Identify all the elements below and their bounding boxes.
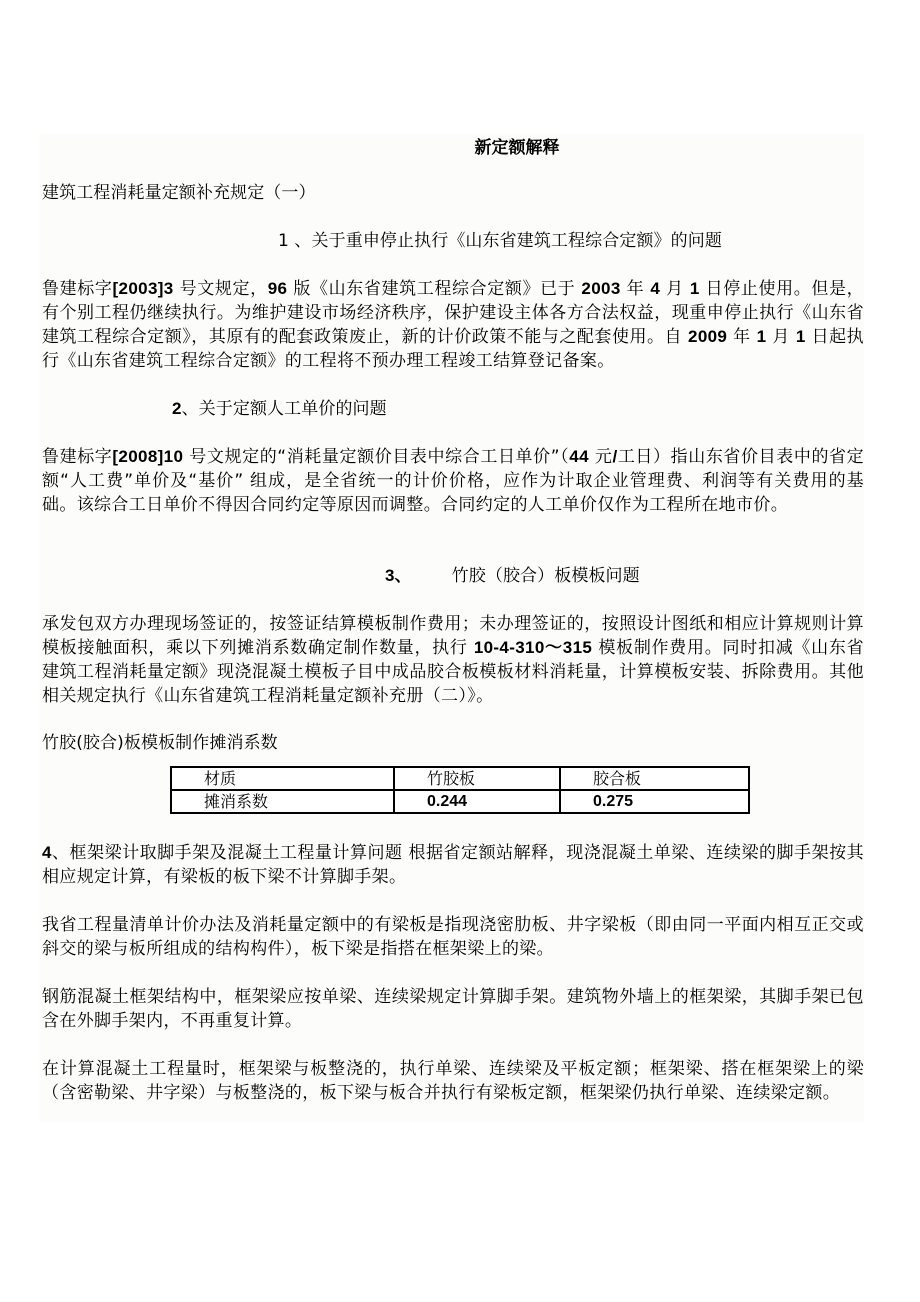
document-title: 新定额解释 [474,138,560,158]
text-run: 月 [766,327,796,347]
bold-text-run: 44 [569,447,589,466]
bold-text-run: [2003]3 [112,279,174,298]
section-3-heading-number: 3、 [385,566,412,585]
section-3-heading-text: 竹胶（胶合）板模板问题 [451,566,640,586]
bold-text-run: 2009 [688,327,728,346]
table-cell: 胶合板 [560,767,749,790]
section-2-paragraph [42,445,864,517]
bold-text-run: 1 [689,279,700,298]
text-run: 版《山东省建筑工程综合定额》已于 [287,279,582,299]
section-2-heading [172,397,772,421]
table-header-row [171,767,749,790]
bold-text-run: 96 [267,279,288,298]
text-run: 鲁建标字 [42,279,113,299]
text-run: 年 [727,327,757,347]
document-subtitle: 建筑工程消耗量定额补充规定（一） [42,183,316,203]
section-4-paragraph-3: 钢筋混凝土框架结构中，框架梁应按单梁、连续梁规定计算脚手架。建筑物外墙上的框架梁，其脚手架已包含在外脚手架内，不再重复计算。 [42,987,864,1031]
section-3-heading [385,564,865,588]
text-run: 号文规定， [173,279,268,299]
text-run: 工日）指山东省价目表中的省定额“人工费”单价及“基价” 组成，是全省统一的计价价格，应作为计取企业管理费、利润等有关费用的基础。该综合工日单价不得因合同约定等原因而调整。合同约定的人工单价仅作为工程所在地市价。 [42,447,864,515]
section-2-heading-text: 、关于定额人工单价的问题 [181,399,387,419]
table-cell: 竹胶板 [394,767,560,790]
table-row [171,790,749,813]
text-run: 号文规定的“消耗量定额价目表中综合工日单价”（ [183,447,570,467]
text-run: 月 [660,279,690,299]
section-1-heading: 1 、关于重申停止执行《山东省建筑工程综合定额》的问题 [278,231,722,251]
text-run: 承发包双方办理现场签证的，按签证结算模板制作费用；未办理签证的，按照设计图纸和相应计算规则计算模板接触面积，乘以下列摊消系数确定制作数量，执行 [42,614,864,658]
table-cell-value: 0.275 [560,790,749,813]
text-run: 鲁建标字 [42,447,113,467]
text-run: 、框架梁计取脚手架及混凝土工程量计算问题 根据省定额站解释，现浇混凝土单梁、连续梁的脚手架按其相应规定计算，有梁板的板下梁不计算脚手架。 [42,843,864,887]
bold-text-run: / [612,447,618,466]
table-cell-value: 0.244 [394,790,560,813]
section-4-paragraph-2: 我省工程量清单计价办法及消耗量定额中的有梁板是指现浇密肋板、井字梁板（即由同一平面内相互正交或斜交的梁与板所组成的结构构件），板下梁是指搭在框架梁上的梁。 [42,915,864,959]
table-cell: 摊消系数 [171,790,394,813]
text-run: 年 [620,279,651,299]
bold-text-run: 1 [795,327,806,346]
text-run: 元 [588,447,613,467]
text-run: 模板制作费用。同时扣减《山东省建筑工程消耗量定额》现浇混凝土模板子目中成品胶合板模板材料消耗量，计算模板安装、拆除费用。其他相关规定执行《山东省建筑工程消耗量定额补充册（二）》。 [42,638,864,706]
section-3-paragraph [42,612,864,708]
table-cell: 材质 [171,767,394,790]
text-run: 日起执行《山东省建筑工程综合定额》的工程将不预办理工程竣工结算登记备案。 [42,327,865,371]
bold-text-run: 2003 [581,279,621,298]
section-1-paragraph [42,277,864,373]
bold-text-run: 4 [42,843,52,862]
text-run: 日停止使用。但是，有个别工程仍继续执行。为维护建设市场经济秩序，保护建设主体各方合法权益，现重申停止执行《山东省建筑工程综合定额》，其原有的配套政策废止，新的计价政策不能与之配套使用。自 [42,279,865,347]
section-4-paragraph-1 [42,841,864,889]
bold-text-run: 10-4-310～315 [473,638,593,657]
section-4-paragraph-4: 在计算混凝土工程量时，框架梁与板整浇的，执行单梁、连续梁及平板定额；框架梁、搭在框架梁上的梁（含密勒梁、井字梁）与板整浇的，板下梁与板合并执行有梁板定额，框架梁仍执行单梁、连续梁定额。 [42,1059,864,1103]
coefficient-table [170,766,750,814]
table-caption: 竹胶(胶合)板模板制作摊消系数 [42,733,278,753]
bold-text-run: [2008]10 [112,447,184,466]
section-2-heading-number: 2 [172,399,182,418]
bold-text-run: 1 [756,327,767,346]
bold-text-run: 4 [650,279,661,298]
